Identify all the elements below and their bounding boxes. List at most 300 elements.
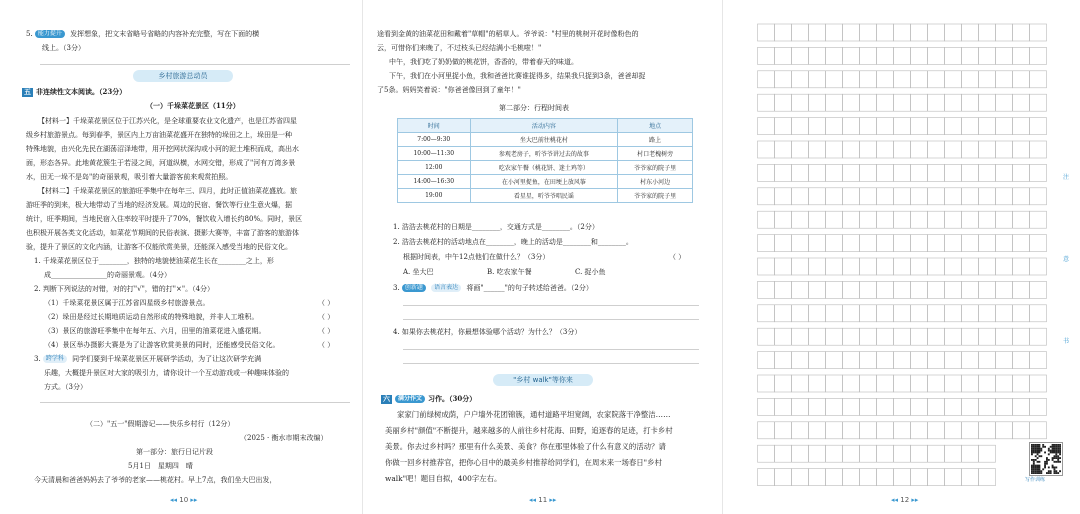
grid-cell[interactable] (792, 235, 809, 252)
grid-cell[interactable] (894, 445, 911, 462)
grid-cell[interactable] (979, 24, 996, 41)
grid-cell[interactable] (928, 141, 945, 158)
grid-cell[interactable] (877, 305, 894, 322)
answer-paren[interactable]: （ ） (318, 313, 335, 321)
grid-cell[interactable] (843, 118, 860, 135)
grid-cell[interactable] (996, 235, 1013, 252)
grid-cell[interactable] (894, 24, 911, 41)
grid-cell[interactable] (843, 398, 860, 415)
grid-cell[interactable] (1013, 164, 1030, 181)
grid-cell[interactable] (928, 422, 945, 439)
grid-cell[interactable] (1030, 141, 1047, 158)
grid-cell[interactable] (911, 94, 928, 111)
grid-cell[interactable] (775, 305, 792, 322)
grid-cell[interactable] (860, 281, 877, 298)
grid-cell[interactable] (1013, 47, 1030, 64)
grid-cell[interactable] (826, 47, 843, 64)
grid-cell[interactable] (792, 305, 809, 322)
grid-cell[interactable] (758, 188, 775, 205)
grid-cell[interactable] (996, 305, 1013, 322)
grid-cell[interactable] (775, 422, 792, 439)
grid-cell[interactable] (860, 328, 877, 345)
grid-cell[interactable] (911, 235, 928, 252)
grid-cell[interactable] (792, 24, 809, 41)
grid-cell[interactable] (979, 375, 996, 392)
grid-cell[interactable] (826, 422, 843, 439)
grid-cell[interactable] (877, 47, 894, 64)
grid-cell[interactable] (996, 422, 1013, 439)
grid-cell[interactable] (809, 281, 826, 298)
grid-cell[interactable] (843, 375, 860, 392)
grid-cell[interactable] (877, 164, 894, 181)
grid-cell[interactable] (860, 188, 877, 205)
grid-cell[interactable] (877, 118, 894, 135)
grid-cell[interactable] (979, 235, 996, 252)
grid-cell[interactable] (826, 469, 843, 486)
grid-cell[interactable] (792, 141, 809, 158)
grid-cell[interactable] (928, 118, 945, 135)
grid-cell[interactable] (1030, 94, 1047, 111)
grid-cell[interactable] (826, 71, 843, 88)
grid-cell[interactable] (911, 47, 928, 64)
grid-cell[interactable] (945, 352, 962, 369)
grid-cell[interactable] (979, 118, 996, 135)
grid-cell[interactable] (928, 94, 945, 111)
grid-cell[interactable] (1013, 305, 1030, 322)
grid-cell[interactable] (843, 305, 860, 322)
grid-cell[interactable] (775, 445, 792, 462)
grid-cell[interactable] (758, 94, 775, 111)
grid-cell[interactable] (945, 469, 962, 486)
grid-cell[interactable] (945, 94, 962, 111)
grid-cell[interactable] (1030, 164, 1047, 181)
grid-cell[interactable] (1013, 118, 1030, 135)
grid-cell[interactable] (894, 469, 911, 486)
grid-cell[interactable] (1013, 281, 1030, 298)
grid-cell[interactable] (758, 141, 775, 158)
grid-cell[interactable] (826, 164, 843, 181)
grid-cell[interactable] (877, 422, 894, 439)
grid-cell[interactable] (996, 281, 1013, 298)
grid-cell[interactable] (945, 47, 962, 64)
grid-cell[interactable] (962, 328, 979, 345)
grid-cell[interactable] (877, 235, 894, 252)
grid-cell[interactable] (945, 24, 962, 41)
grid-cell[interactable] (894, 141, 911, 158)
grid-cell[interactable] (1030, 47, 1047, 64)
grid-cell[interactable] (945, 188, 962, 205)
grid-cell[interactable] (962, 141, 979, 158)
grid-cell[interactable] (809, 47, 826, 64)
grid-cell[interactable] (894, 94, 911, 111)
grid-cell[interactable] (860, 258, 877, 275)
grid-cell[interactable] (945, 398, 962, 415)
grid-cell[interactable] (911, 469, 928, 486)
grid-cell[interactable] (979, 305, 996, 322)
grid-cell[interactable] (894, 47, 911, 64)
grid-cell[interactable] (911, 71, 928, 88)
grid-cell[interactable] (877, 398, 894, 415)
grid-cell[interactable] (1030, 188, 1047, 205)
grid-cell[interactable] (860, 235, 877, 252)
grid-cell[interactable] (1013, 328, 1030, 345)
grid-cell[interactable] (962, 258, 979, 275)
grid-cell[interactable] (979, 47, 996, 64)
grid-cell[interactable] (962, 164, 979, 181)
grid-cell[interactable] (843, 164, 860, 181)
grid-cell[interactable] (911, 141, 928, 158)
grid-cell[interactable] (860, 398, 877, 415)
grid-cell[interactable] (775, 118, 792, 135)
grid-cell[interactable] (758, 328, 775, 345)
grid-cell[interactable] (945, 445, 962, 462)
grid-cell[interactable] (860, 352, 877, 369)
grid-cell[interactable] (758, 258, 775, 275)
grid-cell[interactable] (792, 164, 809, 181)
grid-cell[interactable] (877, 258, 894, 275)
grid-cell[interactable] (979, 211, 996, 228)
grid-cell[interactable] (758, 281, 775, 298)
grid-cell[interactable] (843, 141, 860, 158)
grid-cell[interactable] (758, 164, 775, 181)
grid-cell[interactable] (979, 281, 996, 298)
grid-cell[interactable] (979, 352, 996, 369)
grid-cell[interactable] (758, 71, 775, 88)
grid-cell[interactable] (928, 47, 945, 64)
grid-cell[interactable] (877, 328, 894, 345)
grid-cell[interactable] (775, 24, 792, 41)
grid-cell[interactable] (809, 375, 826, 392)
grid-cell[interactable] (826, 281, 843, 298)
grid-cell[interactable] (877, 24, 894, 41)
grid-cell[interactable] (996, 398, 1013, 415)
grid-cell[interactable] (758, 398, 775, 415)
grid-cell[interactable] (1013, 141, 1030, 158)
grid-cell[interactable] (945, 141, 962, 158)
grid-cell[interactable] (860, 118, 877, 135)
grid-cell[interactable] (1013, 188, 1030, 205)
grid-cell[interactable] (945, 281, 962, 298)
grid-cell[interactable] (775, 188, 792, 205)
grid-cell[interactable] (962, 24, 979, 41)
grid-cell[interactable] (928, 352, 945, 369)
grid-cell[interactable] (860, 305, 877, 322)
grid-cell[interactable] (996, 164, 1013, 181)
grid-cell[interactable] (758, 305, 775, 322)
grid-cell[interactable] (996, 328, 1013, 345)
grid-cell[interactable] (792, 398, 809, 415)
grid-cell[interactable] (945, 211, 962, 228)
grid-cell[interactable] (792, 445, 809, 462)
grid-cell[interactable] (962, 305, 979, 322)
grid-cell[interactable] (792, 422, 809, 439)
grid-cell[interactable] (962, 188, 979, 205)
grid-cell[interactable] (809, 188, 826, 205)
grid-cell[interactable] (843, 47, 860, 64)
grid-cell[interactable] (979, 164, 996, 181)
grid-cell[interactable] (758, 235, 775, 252)
grid-cell[interactable] (911, 188, 928, 205)
grid-cell[interactable] (962, 375, 979, 392)
grid-cell[interactable] (894, 211, 911, 228)
grid-cell[interactable] (775, 141, 792, 158)
grid-cell[interactable] (911, 118, 928, 135)
grid-cell[interactable] (826, 328, 843, 345)
grid-cell[interactable] (894, 164, 911, 181)
grid-cell[interactable] (843, 352, 860, 369)
grid-cell[interactable] (792, 188, 809, 205)
grid-cell[interactable] (1030, 258, 1047, 275)
grid-cell[interactable] (809, 469, 826, 486)
grid-cell[interactable] (860, 211, 877, 228)
grid-cell[interactable] (928, 211, 945, 228)
grid-cell[interactable] (1013, 94, 1030, 111)
grid-cell[interactable] (962, 47, 979, 64)
grid-cell[interactable] (911, 211, 928, 228)
grid-cell[interactable] (894, 188, 911, 205)
grid-cell[interactable] (758, 211, 775, 228)
grid-cell[interactable] (809, 118, 826, 135)
grid-cell[interactable] (1030, 235, 1047, 252)
grid-cell[interactable] (1030, 422, 1047, 439)
grid-cell[interactable] (809, 305, 826, 322)
grid-cell[interactable] (1030, 118, 1047, 135)
grid-cell[interactable] (1030, 352, 1047, 369)
grid-cell[interactable] (979, 141, 996, 158)
grid-cell[interactable] (809, 164, 826, 181)
grid-cell[interactable] (1013, 71, 1030, 88)
grid-cell[interactable] (945, 422, 962, 439)
grid-cell[interactable] (775, 469, 792, 486)
grid-cell[interactable] (894, 422, 911, 439)
grid-cell[interactable] (911, 445, 928, 462)
grid-cell[interactable] (979, 71, 996, 88)
grid-cell[interactable] (877, 352, 894, 369)
grid-cell[interactable] (775, 211, 792, 228)
grid-cell[interactable] (775, 352, 792, 369)
grid-cell[interactable] (894, 352, 911, 369)
grid-cell[interactable] (792, 352, 809, 369)
grid-cell[interactable] (775, 398, 792, 415)
grid-cell[interactable] (894, 258, 911, 275)
grid-cell[interactable] (928, 164, 945, 181)
grid-cell[interactable] (843, 281, 860, 298)
grid-cell[interactable] (809, 398, 826, 415)
grid-cell[interactable] (792, 47, 809, 64)
grid-cell[interactable] (1013, 235, 1030, 252)
grid-cell[interactable] (894, 305, 911, 322)
grid-cell[interactable] (843, 94, 860, 111)
grid-cell[interactable] (1030, 375, 1047, 392)
grid-cell[interactable] (758, 24, 775, 41)
grid-cell[interactable] (962, 281, 979, 298)
grid-cell[interactable] (945, 118, 962, 135)
grid-cell[interactable] (860, 375, 877, 392)
grid-cell[interactable] (792, 118, 809, 135)
grid-cell[interactable] (758, 422, 775, 439)
grid-cell[interactable] (996, 211, 1013, 228)
grid-cell[interactable] (877, 469, 894, 486)
grid-cell[interactable] (758, 445, 775, 462)
grid-cell[interactable] (843, 258, 860, 275)
grid-cell[interactable] (826, 258, 843, 275)
grid-cell[interactable] (792, 71, 809, 88)
grid-cell[interactable] (911, 328, 928, 345)
grid-cell[interactable] (911, 398, 928, 415)
grid-cell[interactable] (775, 375, 792, 392)
grid-cell[interactable] (894, 235, 911, 252)
grid-cell[interactable] (945, 164, 962, 181)
grid-cell[interactable] (758, 375, 775, 392)
grid-cell[interactable] (809, 445, 826, 462)
grid-cell[interactable] (843, 188, 860, 205)
grid-cell[interactable] (962, 94, 979, 111)
grid-cell[interactable] (962, 352, 979, 369)
grid-cell[interactable] (962, 71, 979, 88)
grid-cell[interactable] (843, 469, 860, 486)
grid-cell[interactable] (979, 188, 996, 205)
grid-cell[interactable] (792, 328, 809, 345)
grid-cell[interactable] (809, 258, 826, 275)
answer-paren[interactable]: （ ） (318, 327, 335, 335)
grid-cell[interactable] (775, 94, 792, 111)
grid-cell[interactable] (1013, 24, 1030, 41)
grid-cell[interactable] (860, 164, 877, 181)
grid-cell[interactable] (758, 352, 775, 369)
grid-cell[interactable] (826, 445, 843, 462)
grid-cell[interactable] (979, 94, 996, 111)
grid-cell[interactable] (945, 375, 962, 392)
grid-cell[interactable] (792, 281, 809, 298)
grid-cell[interactable] (843, 24, 860, 41)
grid-cell[interactable] (826, 188, 843, 205)
grid-cell[interactable] (860, 445, 877, 462)
grid-cell[interactable] (860, 94, 877, 111)
grid-cell[interactable] (809, 71, 826, 88)
grid-cell[interactable] (843, 422, 860, 439)
grid-cell[interactable] (996, 258, 1013, 275)
grid-cell[interactable] (996, 188, 1013, 205)
grid-cell[interactable] (945, 328, 962, 345)
grid-cell[interactable] (996, 118, 1013, 135)
grid-cell[interactable] (962, 211, 979, 228)
grid-cell[interactable] (758, 469, 775, 486)
grid-cell[interactable] (775, 71, 792, 88)
grid-cell[interactable] (877, 141, 894, 158)
grid-cell[interactable] (775, 164, 792, 181)
grid-cell[interactable] (826, 305, 843, 322)
grid-cell[interactable] (758, 118, 775, 135)
grid-cell[interactable] (911, 352, 928, 369)
grid-cell[interactable] (928, 71, 945, 88)
grid-cell[interactable] (792, 258, 809, 275)
grid-cell[interactable] (1030, 71, 1047, 88)
grid-cell[interactable] (1013, 258, 1030, 275)
grid-cell[interactable] (792, 375, 809, 392)
grid-cell[interactable] (809, 141, 826, 158)
grid-cell[interactable] (860, 71, 877, 88)
grid-cell[interactable] (996, 94, 1013, 111)
grid-cell[interactable] (962, 445, 979, 462)
grid-cell[interactable] (775, 281, 792, 298)
grid-cell[interactable] (928, 24, 945, 41)
grid-cell[interactable] (843, 71, 860, 88)
grid-cell[interactable] (928, 469, 945, 486)
grid-cell[interactable] (809, 211, 826, 228)
grid-cell[interactable] (928, 375, 945, 392)
grid-cell[interactable] (809, 422, 826, 439)
grid-cell[interactable] (928, 305, 945, 322)
grid-cell[interactable] (826, 118, 843, 135)
grid-cell[interactable] (894, 398, 911, 415)
answer-paren[interactable]: （ ） (318, 299, 335, 307)
grid-cell[interactable] (945, 235, 962, 252)
grid-cell[interactable] (843, 328, 860, 345)
grid-cell[interactable] (877, 281, 894, 298)
grid-cell[interactable] (826, 24, 843, 41)
grid-cell[interactable] (911, 258, 928, 275)
grid-cell[interactable] (979, 445, 996, 462)
grid-cell[interactable] (877, 188, 894, 205)
grid-cell[interactable] (877, 71, 894, 88)
grid-cell[interactable] (792, 469, 809, 486)
grid-cell[interactable] (809, 235, 826, 252)
grid-cell[interactable] (877, 94, 894, 111)
grid-cell[interactable] (809, 352, 826, 369)
grid-cell[interactable] (860, 422, 877, 439)
grid-cell[interactable] (962, 422, 979, 439)
grid-cell[interactable] (979, 422, 996, 439)
grid-cell[interactable] (894, 118, 911, 135)
grid-cell[interactable] (996, 352, 1013, 369)
grid-cell[interactable] (911, 281, 928, 298)
grid-cell[interactable] (826, 94, 843, 111)
grid-cell[interactable] (945, 305, 962, 322)
grid-cell[interactable] (775, 235, 792, 252)
grid-cell[interactable] (962, 235, 979, 252)
grid-cell[interactable] (894, 375, 911, 392)
grid-cell[interactable] (1030, 328, 1047, 345)
grid-cell[interactable] (1013, 398, 1030, 415)
grid-cell[interactable] (911, 24, 928, 41)
grid-cell[interactable] (843, 211, 860, 228)
grid-cell[interactable] (928, 281, 945, 298)
grid-cell[interactable] (775, 328, 792, 345)
grid-cell[interactable] (809, 24, 826, 41)
grid-cell[interactable] (877, 375, 894, 392)
grid-cell[interactable] (996, 47, 1013, 64)
grid-cell[interactable] (1030, 211, 1047, 228)
grid-cell[interactable] (928, 398, 945, 415)
grid-cell[interactable] (911, 422, 928, 439)
grid-cell[interactable] (792, 211, 809, 228)
grid-cell[interactable] (1030, 305, 1047, 322)
grid-cell[interactable] (792, 94, 809, 111)
grid-cell[interactable] (945, 258, 962, 275)
grid-cell[interactable] (826, 235, 843, 252)
grid-cell[interactable] (962, 469, 979, 486)
grid-cell[interactable] (826, 352, 843, 369)
grid-cell[interactable] (928, 445, 945, 462)
grid-cell[interactable] (826, 211, 843, 228)
grid-cell[interactable] (860, 47, 877, 64)
grid-cell[interactable] (809, 328, 826, 345)
grid-cell[interactable] (843, 445, 860, 462)
grid-cell[interactable] (1030, 24, 1047, 41)
grid-cell[interactable] (979, 258, 996, 275)
grid-cell[interactable] (945, 71, 962, 88)
grid-cell[interactable] (1013, 211, 1030, 228)
